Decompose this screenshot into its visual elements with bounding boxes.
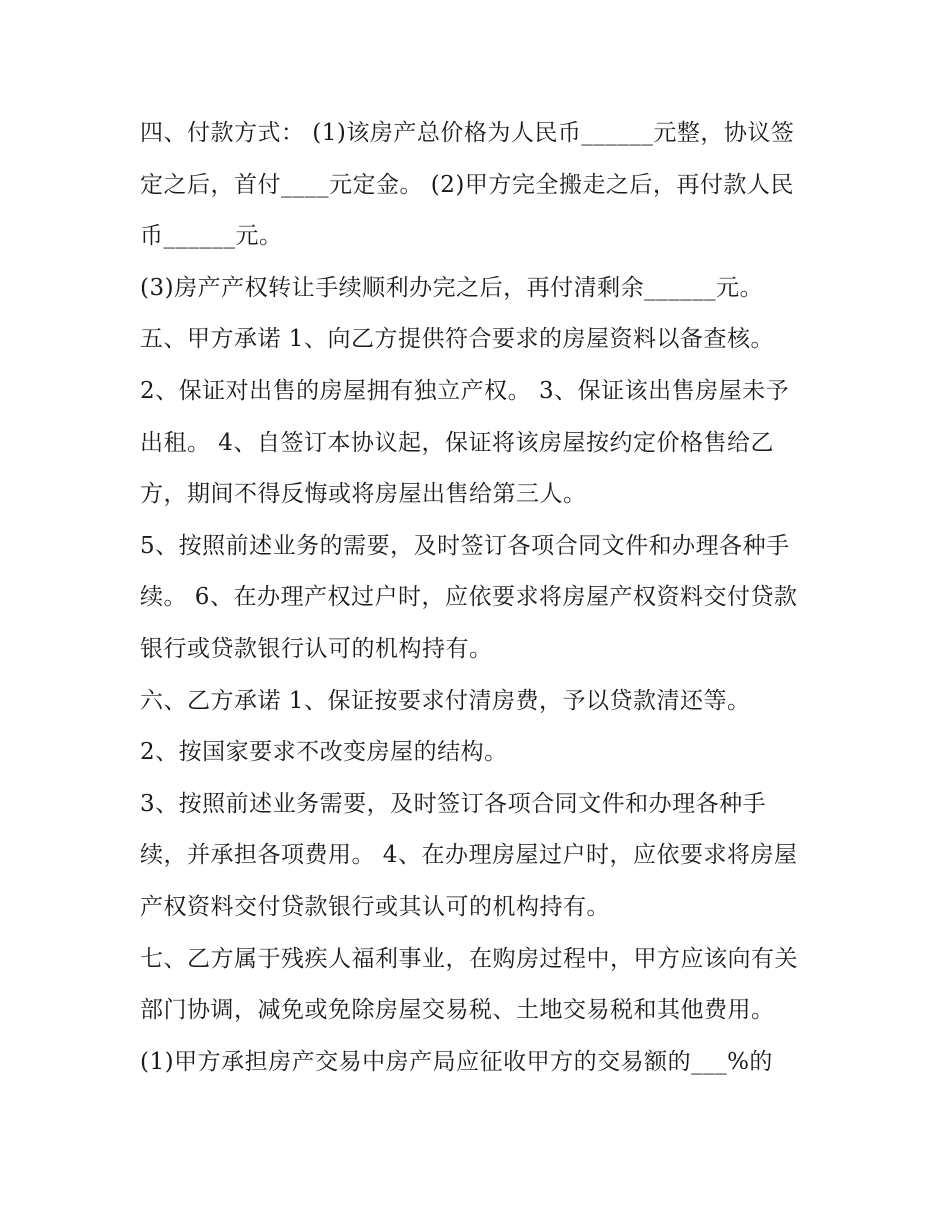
paragraph-party-a-items-2-4: 2、保证对出售的房屋拥有独立产权。 3、保证该出售房屋未予出租。 4、自签订本协议起，保证将该房屋按约定价格售给乙方，期间不得反悔或将房屋出售给第三人。 xyxy=(140,377,790,508)
paragraph-party-a-items-5-6: 5、按照前述业务的需要，及时签订各项合同文件和办理各种手续。 6、在办理产权过户时，应依要求将房屋产权资料交付贷款银行或贷款银行认可的机构持有。 xyxy=(140,532,798,662)
paragraph-party-b-promise: 六、乙方承诺 1、保证按要求付清房费，予以贷款清还等。 xyxy=(140,687,751,714)
paragraph-party-b-items-3-4: 3、按照前述业务需要，及时签订各项合同文件和办理各种手续，并承担各项费用。 4、在办理房屋过户时，应依要求将房屋产权资料交付贷款银行或其认可的机构持有。 xyxy=(140,790,798,920)
paragraph-payment-method: 四、付款方式： (1)该房产总价格为人民币______元整，协议签定之后，首付____元定金。 (2)甲方完全搬走之后，再付款人民币______元。 xyxy=(140,120,795,250)
paragraph-payment-balance: (3)房产产权转让手续顺利办完之后，再付清剩余______元。 xyxy=(140,274,764,301)
paragraph-party-b-item-2: 2、按国家要求不改变房屋的结构。 xyxy=(140,739,508,766)
document-body xyxy=(140,108,810,1088)
paragraph-party-a-promise: 五、甲方承诺 1、向乙方提供符合要求的房屋资料以备查核。 xyxy=(140,326,774,353)
paragraph-tax-share: (1)甲方承担房产交易中房产局应征收甲方的交易额的___%的 xyxy=(140,1048,773,1075)
paragraph-welfare-clause: 七、乙方属于残疾人福利事业，在购房过程中，甲方应该向有关部门协调，减免或免除房屋交易税、土地交易税和其他费用。 xyxy=(140,945,798,1024)
